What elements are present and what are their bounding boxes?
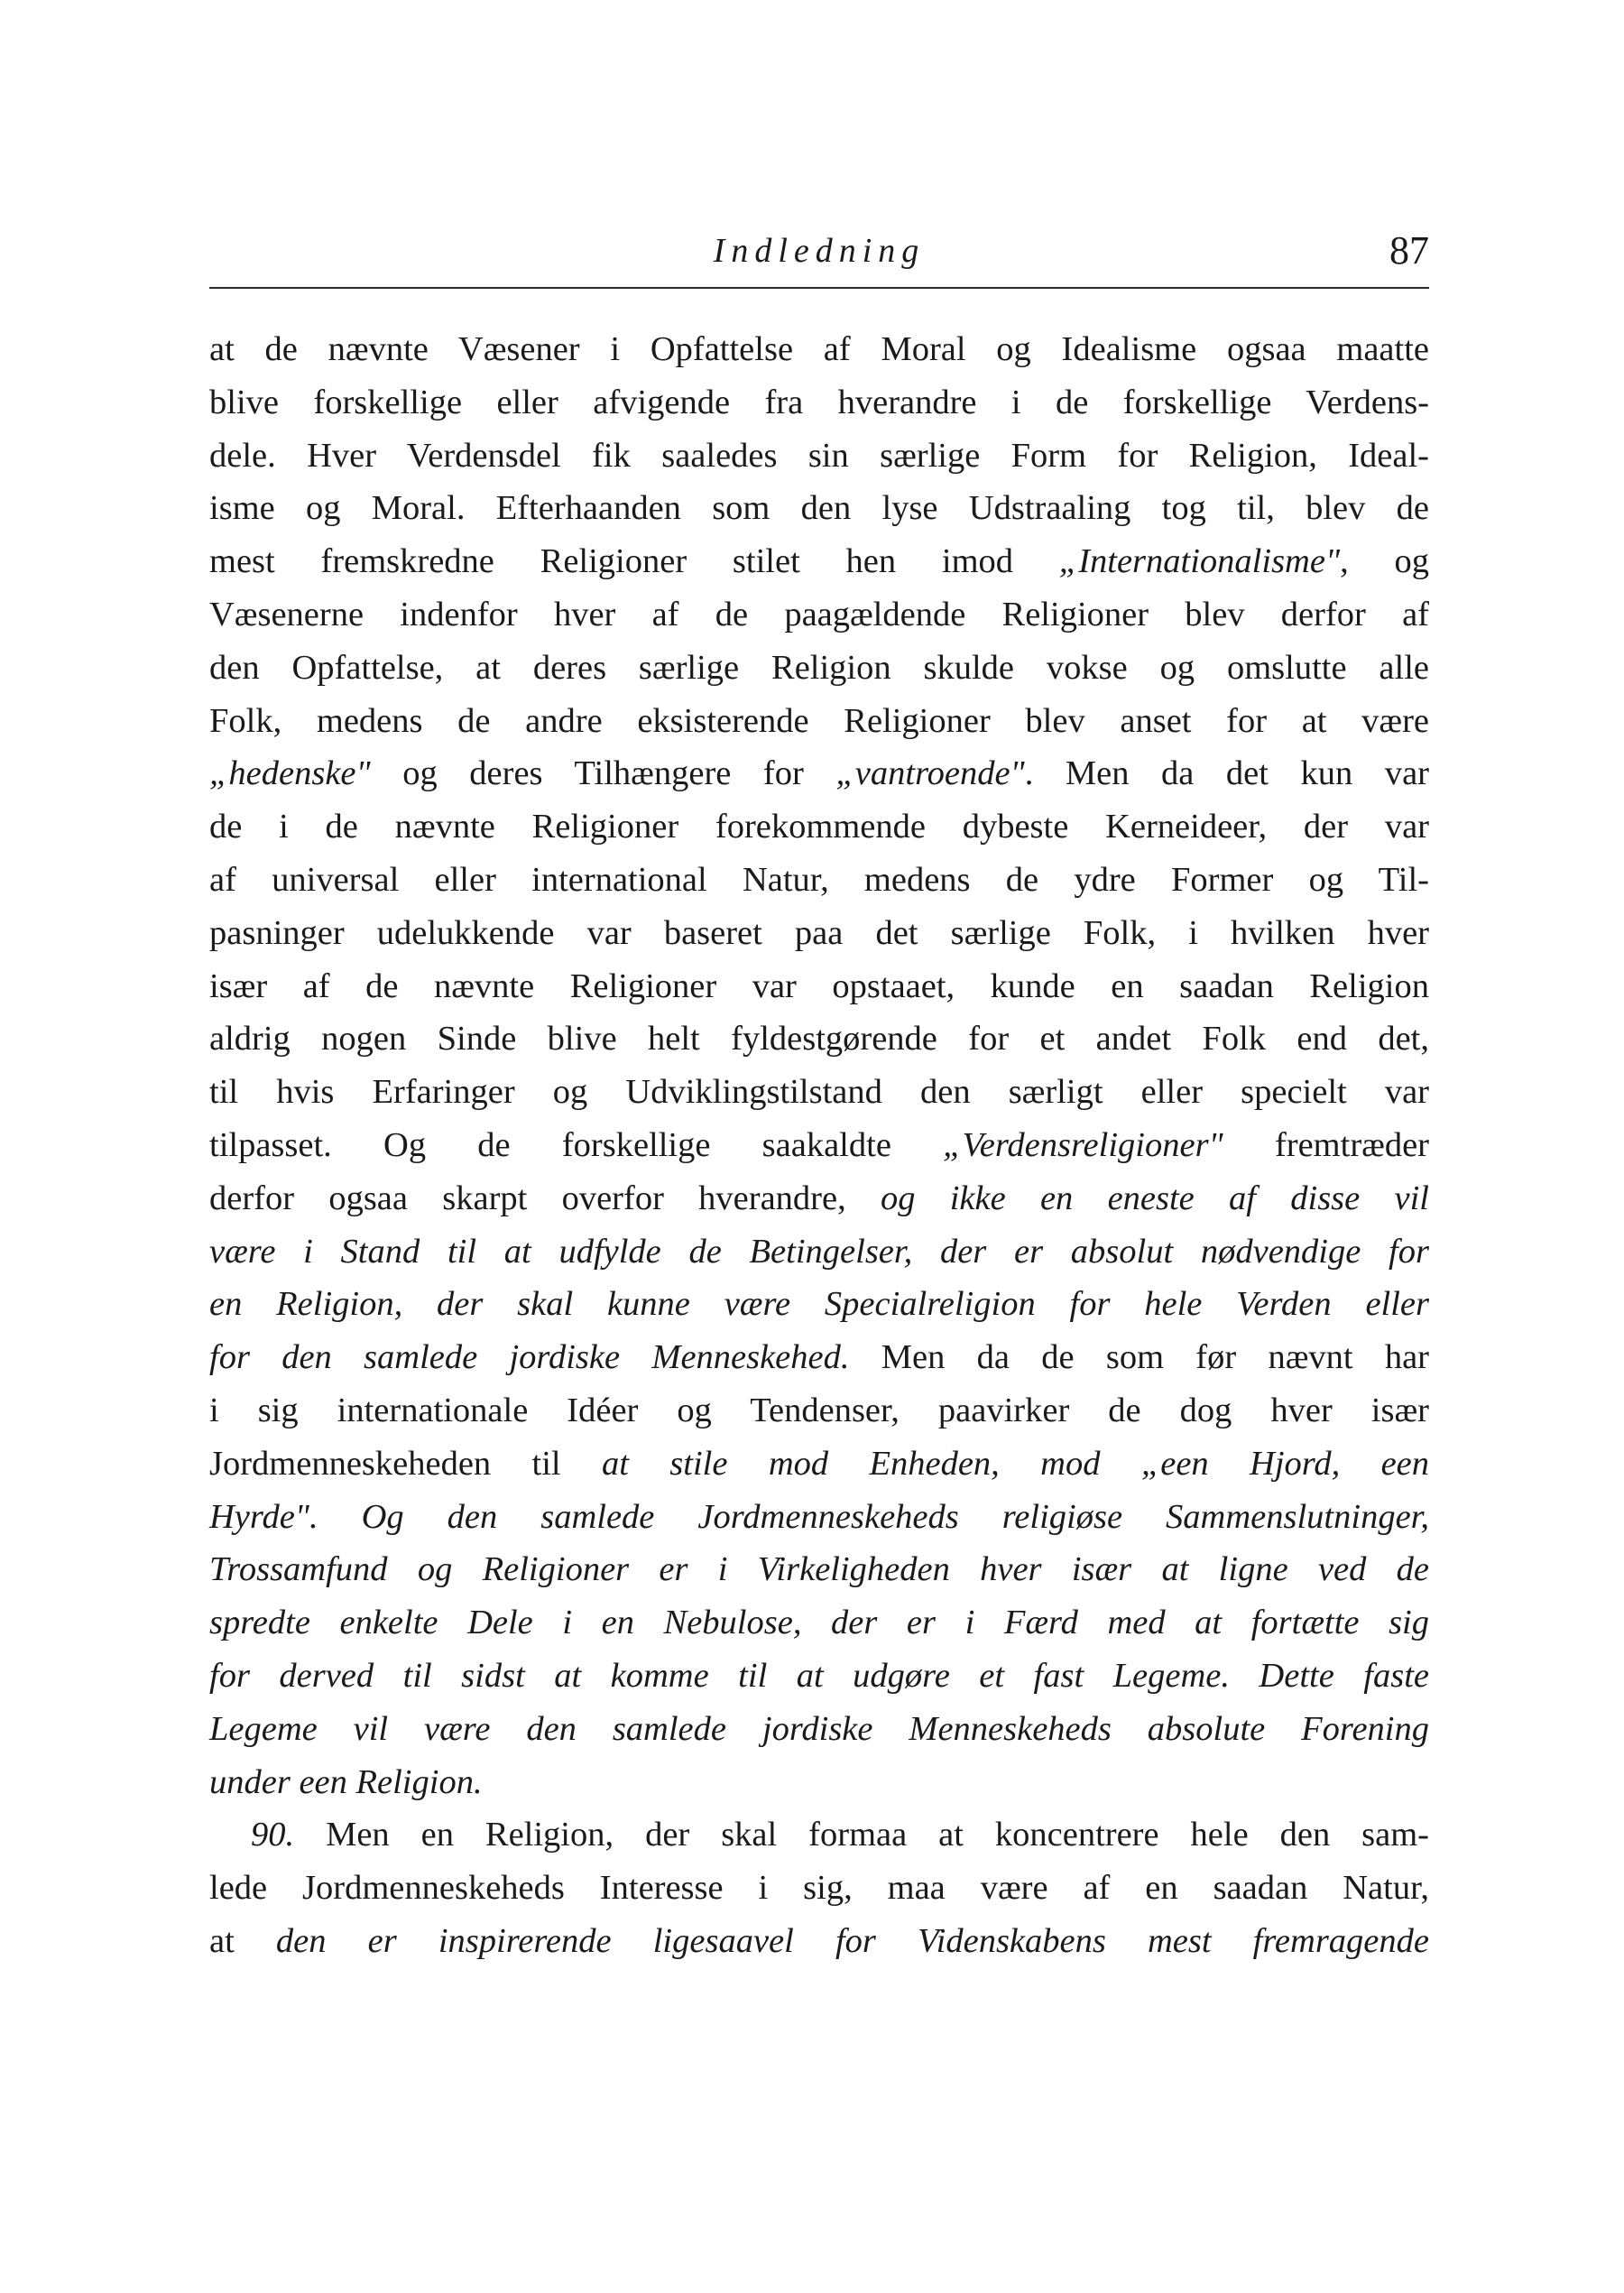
italic-segment: „vantroende" [835, 754, 1025, 793]
italic-segment: 90. [251, 1816, 295, 1854]
text-segment: de i de nævnte Religioner forekommende dybeste Kerneideer, der var [209, 808, 1429, 846]
text-line [209, 1596, 1429, 1650]
text-line [209, 854, 1429, 907]
page-number: 87 [1389, 228, 1429, 273]
italic-segment: „Verdensreligioner" [943, 1125, 1223, 1164]
text-segment: derfor ogsaa skarpt overfor hverandre, [209, 1179, 881, 1217]
text-line [209, 430, 1429, 483]
text-segment: til hvis Erfaringer og Udviklingstilstand den særligt eller specielt var [209, 1073, 1429, 1112]
text-line [209, 1384, 1429, 1438]
text-segment: lede Jordmenneskeheds Interesse i sig, maa være af en saadan Natur, [209, 1869, 1429, 1908]
text-segment: Folk, medens de andre eksisterende Religioner blev anset for at være [209, 701, 1429, 740]
text-segment: pasninger udelukkende var baseret paa det særlige Folk, i hvilken hver [209, 913, 1429, 952]
body-text [209, 323, 1429, 1968]
text-segment: , og [1340, 542, 1429, 581]
text-line [209, 588, 1429, 642]
text-segment: i sig internationale Idéer og Tendenser, paavirker de dog hver især [209, 1391, 1429, 1429]
text-line [209, 960, 1429, 1013]
text-line [209, 1808, 1429, 1862]
text-line [209, 907, 1429, 960]
text-segment: fremtræder [1223, 1125, 1429, 1164]
text-segment: blive forskellige eller afvigende fra hverandre i de forskellige Verdens- [209, 383, 1429, 421]
italic-segment: og ikke en eneste af disse vil [880, 1179, 1429, 1217]
text-line [209, 1543, 1429, 1596]
text-segment: Men en Religion, der skal formaa at koncentrere hele den sam- [294, 1816, 1429, 1854]
text-line [209, 1438, 1429, 1491]
header-rule [209, 287, 1429, 289]
text-segment: og deres Tilhængere for [370, 754, 836, 793]
text-segment: tilpasset. Og de forskellige saakaldte [209, 1125, 944, 1164]
text-line [209, 1066, 1429, 1119]
text-segment: isme og Moral. Efterhaanden som den lyse Udstraaling tog til, blev de [209, 489, 1429, 528]
italic-segment: at stile mod Enheden, mod „een Hjord, een [602, 1444, 1430, 1483]
text-line [209, 376, 1429, 430]
italic-segment: Legeme vil være den samlede jordiske Menneskeheds absolute Forening [209, 1709, 1429, 1748]
italic-segment: være i Stand til at udfylde de Betingelser, der er absolut nødvendige for [209, 1232, 1429, 1271]
text-line [209, 482, 1429, 535]
text-line [209, 1331, 1429, 1384]
italic-segment: Trossamfund og Religioner er i Virkeligheden hver især at ligne ved de [209, 1550, 1429, 1589]
italic-segment: Hyrde". Og den samlede Jordmenneskeheds religiøse Sammenslutninger, [209, 1497, 1429, 1536]
text-segment: Væsenerne indenfor hver af de paagældende Religioner blev derfor af [209, 595, 1429, 633]
text-segment: mest fremskredne Religioner stilet hen imod [209, 542, 1059, 581]
text-line [209, 1172, 1429, 1225]
text-line [209, 1650, 1429, 1703]
text-line [209, 1119, 1429, 1172]
text-line [209, 1012, 1429, 1066]
italic-segment: en Religion, der skal kunne være Specialreligion for hele Verden eller [209, 1285, 1429, 1324]
text-segment: især af de nævnte Religioner var opstaaet, kunde en saadan Religion [209, 966, 1429, 1005]
text-line [209, 695, 1429, 748]
italic-segment: „Internationalisme" [1058, 542, 1341, 581]
text-segment: Jordmenneskeheden til [209, 1444, 602, 1483]
text-line [209, 1862, 1429, 1915]
running-head [209, 226, 1429, 280]
running-title: Indledning [713, 232, 926, 270]
italic-segment: den er inspirerende ligesaavel for Videnskabens mest fremragende [275, 1921, 1429, 1960]
text-line [209, 1491, 1429, 1544]
text-segment: . Men da det kun var [1024, 754, 1429, 793]
text-line [209, 1915, 1429, 1968]
text-segment: dele. Hver Verdensdel fik saaledes sin særlige Form for Religion, Ideal- [209, 436, 1429, 475]
text-line [209, 535, 1429, 588]
text-segment: aldrig nogen Sinde blive helt fyldestgørende for et andet Folk end det, [209, 1020, 1429, 1059]
italic-segment: for den samlede jordiske Menneskehed. [209, 1338, 850, 1377]
italic-segment: for derved til sidst at komme til at udgøre et fast Legeme. Dette faste [209, 1656, 1429, 1695]
text-line [209, 642, 1429, 695]
italic-segment: under een Religion. [209, 1762, 483, 1801]
text-line [209, 1225, 1429, 1279]
text-segment: af universal eller international Natur, medens de ydre Former og Til- [209, 860, 1429, 899]
italic-segment: „hedenske" [209, 754, 371, 793]
text-segment: at [209, 1921, 276, 1960]
text-line [209, 1278, 1429, 1331]
text-line [209, 1756, 1429, 1809]
text-segment: Men da de som før nævnt har [849, 1338, 1430, 1377]
text-segment: at de nævnte Væsener i Opfattelse af Moral og Idealisme ogsaa maatte [209, 330, 1429, 368]
text-line [209, 747, 1429, 800]
text-line [209, 800, 1429, 854]
text-line [209, 323, 1429, 376]
text-segment: den Opfattelse, at deres særlige Religion skulde vokse og omslutte alle [209, 648, 1429, 687]
text-line [209, 1703, 1429, 1756]
italic-segment: spredte enkelte Dele i en Nebulose, der er i Færd med at fortætte sig [209, 1604, 1429, 1642]
